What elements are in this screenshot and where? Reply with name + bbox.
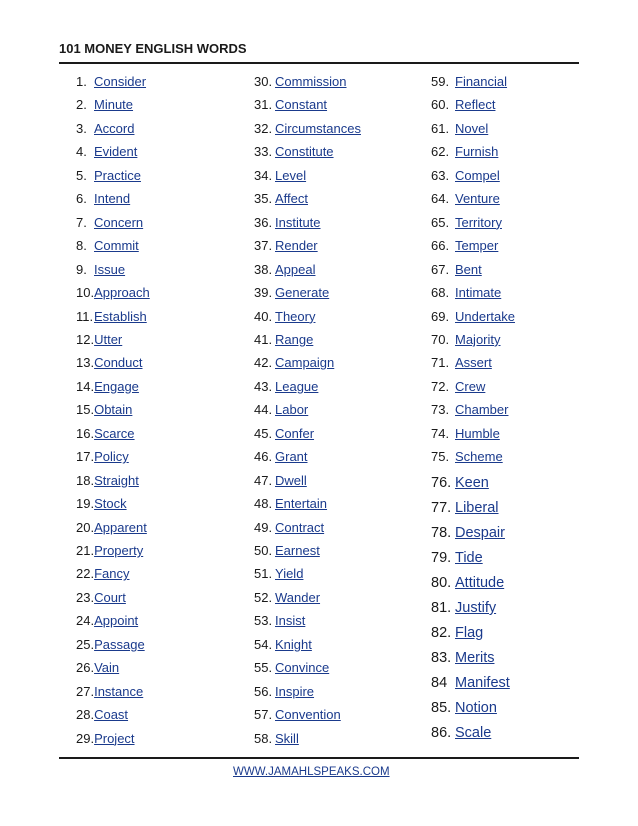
word-number: 27. [76,683,95,699]
word-number: 75. [431,449,450,465]
word-entry [76,238,139,254]
word-entry [431,238,498,254]
word-link[interactable]: Liberal [455,500,499,516]
word-link[interactable]: Approach [94,285,150,301]
word-number: 5. [76,167,87,183]
word-entry [254,74,347,90]
word-entry [76,285,150,301]
word-link[interactable]: Practice [94,167,141,183]
word-link[interactable]: Establish [94,308,147,324]
word-number: 55. [254,660,273,676]
word-number: 80. [431,575,452,591]
word-number: 45. [254,425,273,441]
word-link[interactable]: Commit [94,238,139,254]
word-link[interactable]: League [275,378,319,394]
word-link[interactable]: Scarce [94,425,135,441]
word-link[interactable]: Merits [455,650,495,666]
word-entry [254,238,318,254]
word-number: 24. [76,613,95,629]
word-entry [254,285,329,301]
word-link[interactable]: Dwell [275,472,307,488]
word-link[interactable]: Territory [455,214,502,230]
word-entry [76,332,122,348]
word-link[interactable]: Accord [94,120,135,136]
word-link[interactable]: Reflect [455,97,496,113]
word-link[interactable]: Institute [275,214,321,230]
word-entry [254,215,321,231]
word-entry [431,550,483,566]
word-entry [254,566,303,582]
word-link[interactable]: Apparent [94,519,147,535]
word-entry [431,262,482,278]
word-entry [254,144,334,160]
word-number: 20. [76,519,95,535]
word-entry [254,262,315,278]
word-entry [76,707,128,723]
word-number: 73. [431,402,450,418]
word-number: 63. [431,167,450,183]
word-number: 3. [76,120,87,136]
word-entry [254,543,320,559]
word-number: 42. [254,355,273,371]
word-link[interactable]: Flag [455,625,484,641]
word-link[interactable]: Justify [455,600,497,616]
word-link[interactable]: Concern [94,214,144,230]
word-number: 23. [76,589,95,605]
word-entry [254,168,306,184]
word-entry [76,215,143,231]
word-link[interactable]: Insist [275,613,306,629]
word-entry [76,613,138,629]
word-number: 39. [254,285,273,301]
word-number: 46. [254,449,273,465]
word-link[interactable]: Constitute [275,144,334,160]
word-link[interactable]: Conduct [94,355,143,371]
word-link[interactable]: Affect [275,191,309,207]
word-number: 48. [254,496,273,512]
word-link[interactable]: Crew [455,378,486,394]
word-link[interactable]: Confer [275,425,315,441]
word-link[interactable]: Evident [94,144,138,160]
word-link[interactable]: Straight [94,472,139,488]
word-number: 58. [254,730,273,746]
word-link[interactable]: Temper [455,238,499,254]
word-entry [431,426,500,442]
word-link[interactable]: Earnest [275,543,320,558]
word-number: 17. [76,449,95,465]
word-number: 86. [431,725,452,741]
word-link[interactable]: Fancy [94,566,130,582]
word-entry [76,355,143,371]
word-link[interactable]: Property [94,543,144,558]
word-link[interactable]: Attitude [455,575,505,591]
word-entry [76,637,145,653]
word-link[interactable]: Minute [94,97,134,113]
word-entry [431,500,499,516]
word-entry [431,675,510,691]
word-link[interactable]: Grant [275,449,308,465]
word-entry [254,309,315,325]
word-number: 49. [254,519,273,535]
word-number: 11. [76,308,94,324]
word-link[interactable]: Tide [455,550,483,566]
word-number: 9. [76,261,87,277]
word-link[interactable]: Intend [94,191,131,207]
word-link[interactable]: Majority [455,331,501,347]
word-number: 44. [254,402,273,418]
word-link[interactable]: Undertake [455,308,515,324]
word-number: 21. [76,543,95,558]
word-link[interactable]: Entertain [275,496,328,512]
word-number: 31. [254,97,273,113]
word-number: 7. [76,214,87,230]
word-number: 2. [76,97,87,113]
word-link[interactable]: Bent [455,261,482,277]
word-entry [431,121,488,137]
word-entry [76,309,147,325]
word-number: 77. [431,500,452,516]
word-entry [431,625,483,641]
word-link[interactable]: Chamber [455,402,509,418]
word-number: 6. [76,191,87,207]
word-entry [431,725,491,741]
word-link[interactable]: Obtain [94,402,133,418]
word-entry [254,473,307,489]
word-entry [254,613,305,629]
word-entry [76,590,126,606]
word-number: 12. [76,331,95,347]
word-number: 81. [431,600,452,616]
word-link[interactable]: Project [94,730,135,746]
word-entry [431,168,500,184]
word-entry [431,525,505,541]
word-number: 61. [431,120,450,136]
word-entry [431,144,498,160]
word-number: 65. [431,214,450,230]
word-link[interactable]: Render [275,238,318,254]
word-number: 83. [431,650,452,666]
word-entry [76,731,135,747]
word-link[interactable]: Humble [455,425,500,441]
word-link[interactable]: Utter [94,331,123,347]
word-link[interactable]: Issue [94,261,126,277]
word-link[interactable]: Despair [455,525,505,541]
word-link[interactable]: Engage [94,378,139,394]
word-entry [254,332,313,348]
word-entry [431,449,503,465]
word-entry [76,660,119,676]
word-entry [431,402,508,418]
word-entry [254,121,361,137]
word-number: 28. [76,707,95,723]
word-entry [254,520,324,536]
word-number: 79. [431,550,452,566]
word-number: 71. [431,355,450,371]
word-entry [431,191,500,207]
word-number: 38. [254,261,273,277]
word-number: 54. [254,636,273,652]
word-number: 72. [431,378,450,394]
word-number: 43. [254,378,273,394]
word-number: 19. [76,496,95,512]
word-link[interactable]: Venture [455,191,500,207]
page-title: 101 MONEY ENGLISH WORDS [59,41,247,56]
word-entry [254,97,327,113]
word-entry [254,355,334,371]
word-entry [431,355,492,371]
word-entry [431,74,507,90]
word-entry [254,191,308,207]
word-link[interactable]: Generate [275,285,330,301]
word-entry [76,191,130,207]
word-link[interactable]: Level [275,167,307,183]
word-link[interactable]: Consider [94,74,147,89]
word-link[interactable]: Inspire [275,683,315,699]
bottom-rule [59,757,579,759]
word-number: 60. [431,97,450,113]
word-entry [431,600,496,616]
word-number: 74. [431,425,450,441]
word-link[interactable]: Campaign [275,355,335,371]
word-number: 16. [76,425,95,441]
word-entry [76,473,139,489]
word-link[interactable]: Assert [455,355,492,371]
word-number: 40. [254,308,273,324]
word-link[interactable]: Range [275,331,314,347]
word-number: 57. [254,707,273,723]
word-entry [254,426,314,442]
word-number: 51. [254,566,273,582]
word-entry [254,496,327,512]
word-number: 1. [76,74,87,89]
word-entry [431,285,501,301]
word-entry [76,543,143,559]
word-number: 66. [431,238,450,254]
word-entry [431,215,502,231]
word-link[interactable]: Passage [94,636,145,652]
word-link[interactable]: Manifest [455,675,510,691]
word-link[interactable]: Instance [94,683,144,699]
word-number: 76. [431,475,452,491]
word-link[interactable]: Intimate [455,285,502,301]
word-link[interactable]: Theory [275,308,316,324]
word-number: 52. [254,589,273,605]
word-entry [76,449,129,465]
word-number: 30. [254,74,273,89]
word-number: 53. [254,613,273,629]
word-number: 82. [431,625,452,641]
word-entry [431,332,501,348]
word-number: 26. [76,660,95,676]
word-number: 37. [254,238,273,254]
word-number: 67. [431,261,450,277]
word-number: 84 [431,675,448,691]
word-number: 59. [431,74,450,89]
word-link[interactable]: Coast [94,707,129,723]
word-number: 35. [254,191,273,207]
word-entry [76,566,129,582]
word-entry [76,496,127,512]
word-link[interactable]: Appoint [94,613,139,629]
word-link[interactable]: Policy [94,449,129,465]
word-number: 13. [76,355,95,371]
word-entry [76,402,132,418]
word-entry [76,684,143,700]
word-link[interactable]: Court [94,589,126,605]
word-link[interactable]: Convention [275,707,341,723]
word-number: 29. [76,730,95,746]
word-entry [254,660,329,676]
word-link[interactable]: Stock [94,496,127,512]
word-link[interactable]: Scale [455,725,492,741]
word-entry [76,74,146,90]
word-number: 64. [431,191,450,207]
word-number: 14. [76,378,95,394]
word-link[interactable]: Furnish [455,144,499,160]
word-link[interactable]: Appeal [275,261,316,277]
word-number: 47. [254,472,273,488]
word-entry [76,379,139,395]
word-entry [76,97,133,113]
word-number: 69. [431,308,450,324]
word-entry [254,731,299,747]
word-link[interactable]: Scheme [455,449,503,465]
word-link[interactable]: Labor [275,402,309,418]
word-entry [254,637,312,653]
word-number: 25. [76,636,95,652]
word-link[interactable]: Constant [275,97,328,113]
word-number: 62. [431,144,450,160]
word-number: 33. [254,144,273,160]
word-link[interactable]: Contract [275,519,325,535]
word-link[interactable]: Circumstances [275,120,361,136]
word-entry [431,700,497,716]
word-entry [431,575,504,591]
word-entry [254,707,341,723]
word-entry [76,520,147,536]
word-entry [254,684,314,700]
word-number: 70. [431,331,450,347]
word-number: 34. [254,167,273,183]
word-entry [431,379,485,395]
word-link[interactable]: Commission [275,74,347,89]
word-link[interactable]: Convince [275,660,330,676]
word-entry [76,144,137,160]
word-number: 68. [431,285,450,301]
word-number: 22. [76,566,95,582]
word-link[interactable]: Wander [275,589,321,605]
footer-website-link[interactable]: WWW.JAMAHLSPEAKS.COM [233,766,390,778]
word-link[interactable]: Novel [455,120,489,136]
word-number: 85. [431,700,452,716]
word-number: 8. [76,238,87,254]
word-entry [431,309,515,325]
word-number: 10. [76,285,95,301]
word-link[interactable]: Knight [275,636,312,652]
word-number: 41. [254,331,273,347]
word-entry [76,168,141,184]
word-number: 78. [431,525,452,541]
word-number: 18. [76,472,95,488]
word-entry [76,426,135,442]
word-entry [254,379,318,395]
word-entry [254,449,308,465]
word-entry [431,650,494,666]
top-rule [59,62,579,64]
word-number: 15. [76,402,95,418]
word-number: 50. [254,543,273,558]
word-entry [254,590,320,606]
word-entry [431,475,489,491]
word-link[interactable]: Vain [94,660,120,676]
word-number: 4. [76,144,87,160]
word-entry [254,402,308,418]
word-link[interactable]: Notion [455,700,497,716]
word-number: 56. [254,683,273,699]
word-link[interactable]: Compel [455,167,500,183]
word-entry [431,97,495,113]
word-link[interactable]: Keen [455,475,489,491]
word-link[interactable]: Skill [275,730,299,746]
word-number: 32. [254,120,273,136]
word-entry [76,262,125,278]
word-link[interactable]: Yield [275,566,304,582]
word-number: 36. [254,214,273,230]
word-entry [76,121,134,137]
word-link[interactable]: Financial [455,74,508,89]
